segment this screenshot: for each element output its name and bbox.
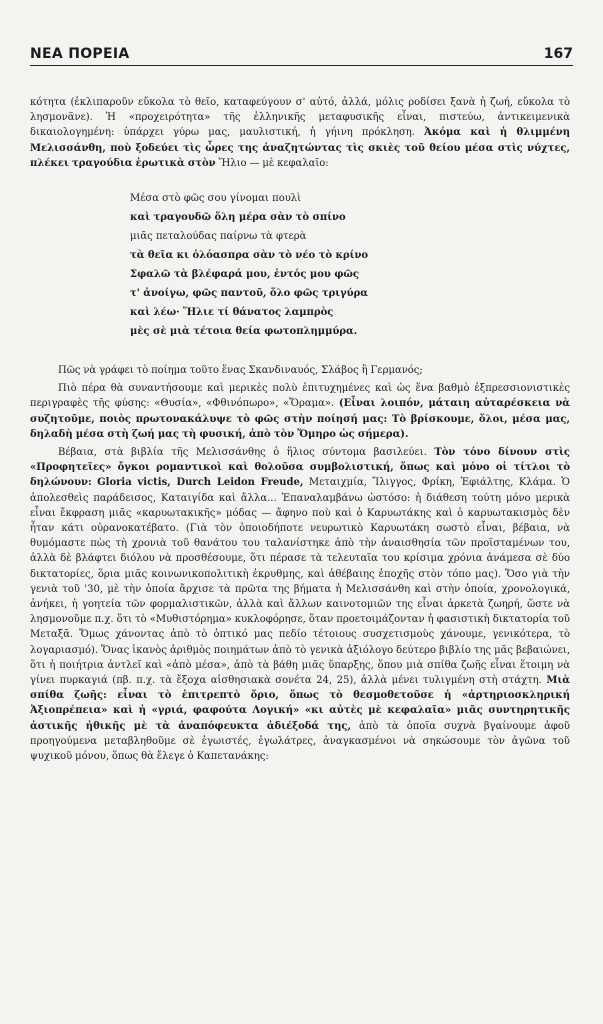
paragraph-4-sentence-9: Μιὰ σπίθα ζωῆς: εἶναι τὸ ἐπιτρεπτὸ ὅριο, ὅπως τὸ θεσμοθετοῦσε ἡ «ἀρτηριοσκληρική Ἀξιοπρέπεια» καὶ ἡ «γριά, φαφούτα Λογική» «κι αὐτὲς μὲ κεφαλαῖα» μιᾶς συντηρητικῆς ἀστικῆς ἠθικῆς μὲ τὰ ἀναπόφευκτα ἀδιέξοδά της, [30,675,570,732]
paragraph-4-sentence-7: Ὅμως χάνοντας ἀπὸ τὸ ὀπτικό μας πεδίο τέτοιους συσχετισμοὺς χάνουμε, γενικότερα, τὸ λογαριασμό). [30,629,570,656]
paragraph-2: Πῶς νὰ γράφει τὸ ποίημα τοῦτο ἕνας Σκανδιναυός, Σλάβος ἢ Γερμανός; [58,365,423,377]
page-header [30,40,573,66]
paragraph-1-sentence-1: κότητα (ἐκλιπαροῦν εὔκολα τὸ θεῖο, καταφεύγουν σ' αὐτό, ἀλλά, μόλις ροδίσει ξανὰ ἡ ζωή, εὔκολα τὸ λησμονᾶνε). Ἡ «προχειρότητα» τῆς ἑλληνικῆς μεταφυσικῆς εἶναι, πιστεύω, ἀντικειμενικὰ δικαιολογημένη: ὑπάρχει γύρω μας, μαυλιστική, ἡ γήινη πρόκληση. [30,97,570,139]
paragraph-4-sentence-1: Βέβαια, στὰ βιβλία τῆς Μελισσάνθης ὁ ἥλιος σύντομα βασιλεύει. [58,447,427,459]
paragraph-4-sentence-3: Μεταιχμία, Ἴλιγγος, Φρίκη, Ἐφιάλτης, Κλάμα. [308,477,556,489]
paragraph-3 [30,381,570,442]
paragraph-4-sentence-10: ἀπὸ τὰ ὁποῖα συχνὰ βγαίνουμε ἀφοῦ προηγούμενα μεταβληθοῦμε σὲ ἐγωιστές, ἐγωλάτρες, ἀναγκασμένοι νὰ σηκώσουμε τὸν ἀγῶνα τοῦ ψυχικοῦ μόνου, ὅπως θὰ ἔλεγε ὁ Καπετανάκης: [30,720,570,763]
paragraph-3-sentence-2: (Εἶναι λοιπόν, μάταιη αὐταρέσκεια νὰ συζητοῦμε, ποιὸς πρωτονακάλυψε τὸ φῶς στὴν ποίησή μας: Τὸ βρίσκουμε, ὅλοι, μέσα μας, δηλαδὴ μέσα στὴ ζωή μας τὴ φυσική, ἀπὸ τὸν Ὅμηρο ὡς σήμερα). [30,398,570,440]
poem-line: καὶ τραγουδῶ ὅλη μέρα σὰν τὸ σπίνο [130,212,346,224]
paragraph-1-sentence-2: Ἀκόμα καὶ ἡ θλιμμένη Μελισσάνθη, ποὺ ξοδεύει τὶς ὧρες της ἀναζητώντας τὶς σκιὲς τοῦ θείου μέσα στὶς νύχτες, πλέκει τραγούδια ἐρωτικὰ στὸν [30,127,570,169]
article-body [30,95,570,767]
poem-quote [130,189,570,341]
paragraph-1 [30,95,570,171]
poem-line: μὲς σὲ μιὰ τέτοια θεία φωτοπλημμύρα. [130,326,358,338]
paragraph-4 [30,445,570,764]
poem-line: Μέσα στὸ φῶς σου γίνομαι πουλὶ [130,193,302,205]
page-number: 167 [543,46,573,62]
poem-line: τὰ θεῖα κι ὁλόασπρα σὰν τὸ νέο τὸ κρίνο [130,250,369,262]
paragraph-4-sentence-4: Ὁ ἀπολεσθεὶς παράδεισος, Καταιγίδα καὶ ἄλλα... [30,477,570,504]
paragraph-4-sentence-8: Ὅνας ἱκανὸς ἀριθμὸς ποιημάτων ἀπὸ τὸ γενικὰ ἀξιόλογο δεύτερο βιβλίο της μᾶς βεβαιώνει, ὅτι ἡ ποιήτρια ἀντλεῖ καὶ «ἀπὸ μέσα», ἀπὸ τὰ βάθη μιᾶς ὕπαρξης, ὅπου μιὰ σπίθα ζωῆς εἶναι ἕτοιμη νὰ γίνει πυρκαγιά (πβ. π.χ. τὰ ἔξοχα αἰσθησιακὰ σονέτα 24, 25), ἀλλὰ μένει τυλιγμένη στὴ στάχτη. [30,644,570,687]
latin-titles: Gloria victis, Durch Leidon Freude, [97,477,304,489]
paragraph-4-sentence-6: Ὅσο γιὰ τὴν γενιὰ τοῦ '30, μὲ τὴν ὁποία ἄρχισε τὰ πρῶτα της βήματα ἡ Μελισσάνθη καὶ στὴν ὁποία, χρονολογικά, ἀνήκει, ἡ γοητεία τῶν φορμαλιστικῶν, ἀλλὰ καὶ ἄλλων καινοτομιῶν της εἶναι ἀρκετὰ ζωηρή, ὥστε νὰ λησμονοῦμε π.χ. ὅτι τὸ «Μυθιστόρημα» κυκλοφόρησε, ὅταν προετοιμάζονταν ἡ φασιστικὴ δικτατορία τοῦ Μεταξᾶ. [30,568,570,641]
paragraph-4-sentence-2: Τὸν τόνο δίνουν στὶς «Προφητεῖες» ὄγκοι ρομαντικοὶ καὶ θολοῦσα συμβολιστική, ὅπως καὶ μόνο οἱ τίτλοι τὸ δηλώνουν: [30,447,570,489]
journal-title: ΝΕΑ ΠΟΡΕΙΑ [30,46,130,62]
poem-line: μιᾶς πεταλούδας παίρνω τὰ φτερὰ [130,231,307,243]
header-rule [30,65,573,66]
poem-line: Σφαλῶ τὰ βλέφαρά μου, ἐντός μου φῶς [130,269,359,281]
poem-line: καὶ λέω· Ἥλιε τί θάνατος λαμπρὸς [130,307,334,319]
poem-line: τ' ἀνοίγω, φῶς παντοῦ, ὅλο φῶς τριγύρα [130,288,368,300]
paragraph-3-sentence-1: Πιὸ πέρα θὰ συναντήσουμε καὶ μερικὲς πολὺ ἐπιτυχημένες καὶ ὡς ἕνα βαθμὸ ἐξπρεσσιονιστικὲς περιγραφὲς τῆς φύσης: «Θυσία», «Φθινόπωρο», «Ὅραμα». [30,383,570,410]
paragraph-1-sentence-3: Ἥλιο — μὲ κεφαλαῖο: [218,157,329,169]
paragraph-4-sentence-5: Ἐπαναλαμβάνω ὡστόσο: ἡ διάθεση τούτη μόνο μερικὰ εἶναι ἔκφραση μιᾶς «καρυωτακικῆς» μόδας — ἄφηνο ποὺ καὶ ὁ Καρυωτάκης καὶ ὁ καρυωτακισμὸς δὲν ἦταν κάτι οὐρανοκατέβατο. (Γιὰ τὸν ὁποιοδήποτε νευρωτικὸ Καρυωτάκη σωστὸ εἶναι, βέβαια, νὰ θυμόμαστε πὼς τὴ χρονιὰ τοῦ θανάτου του ταλανίστηκε ἀπὸ τὴν ἀναισθησία τῶν προϊσταμένων του, ἀλλὰ δὲ βλάφτει διόλου νὰ προσθέσουμε, ὅτι πέρασε τὰ τελευταῖα του κρίσιμα χρόνια ἀνάμεσα σὲ δύο δικτατορίες, ὅρια μιᾶς κοινωνικοπολιτικὴ ἐκρυθμης, καὶ ἀθέβαιης ἐποχῆς στὸν τόπο μας). [30,492,570,580]
